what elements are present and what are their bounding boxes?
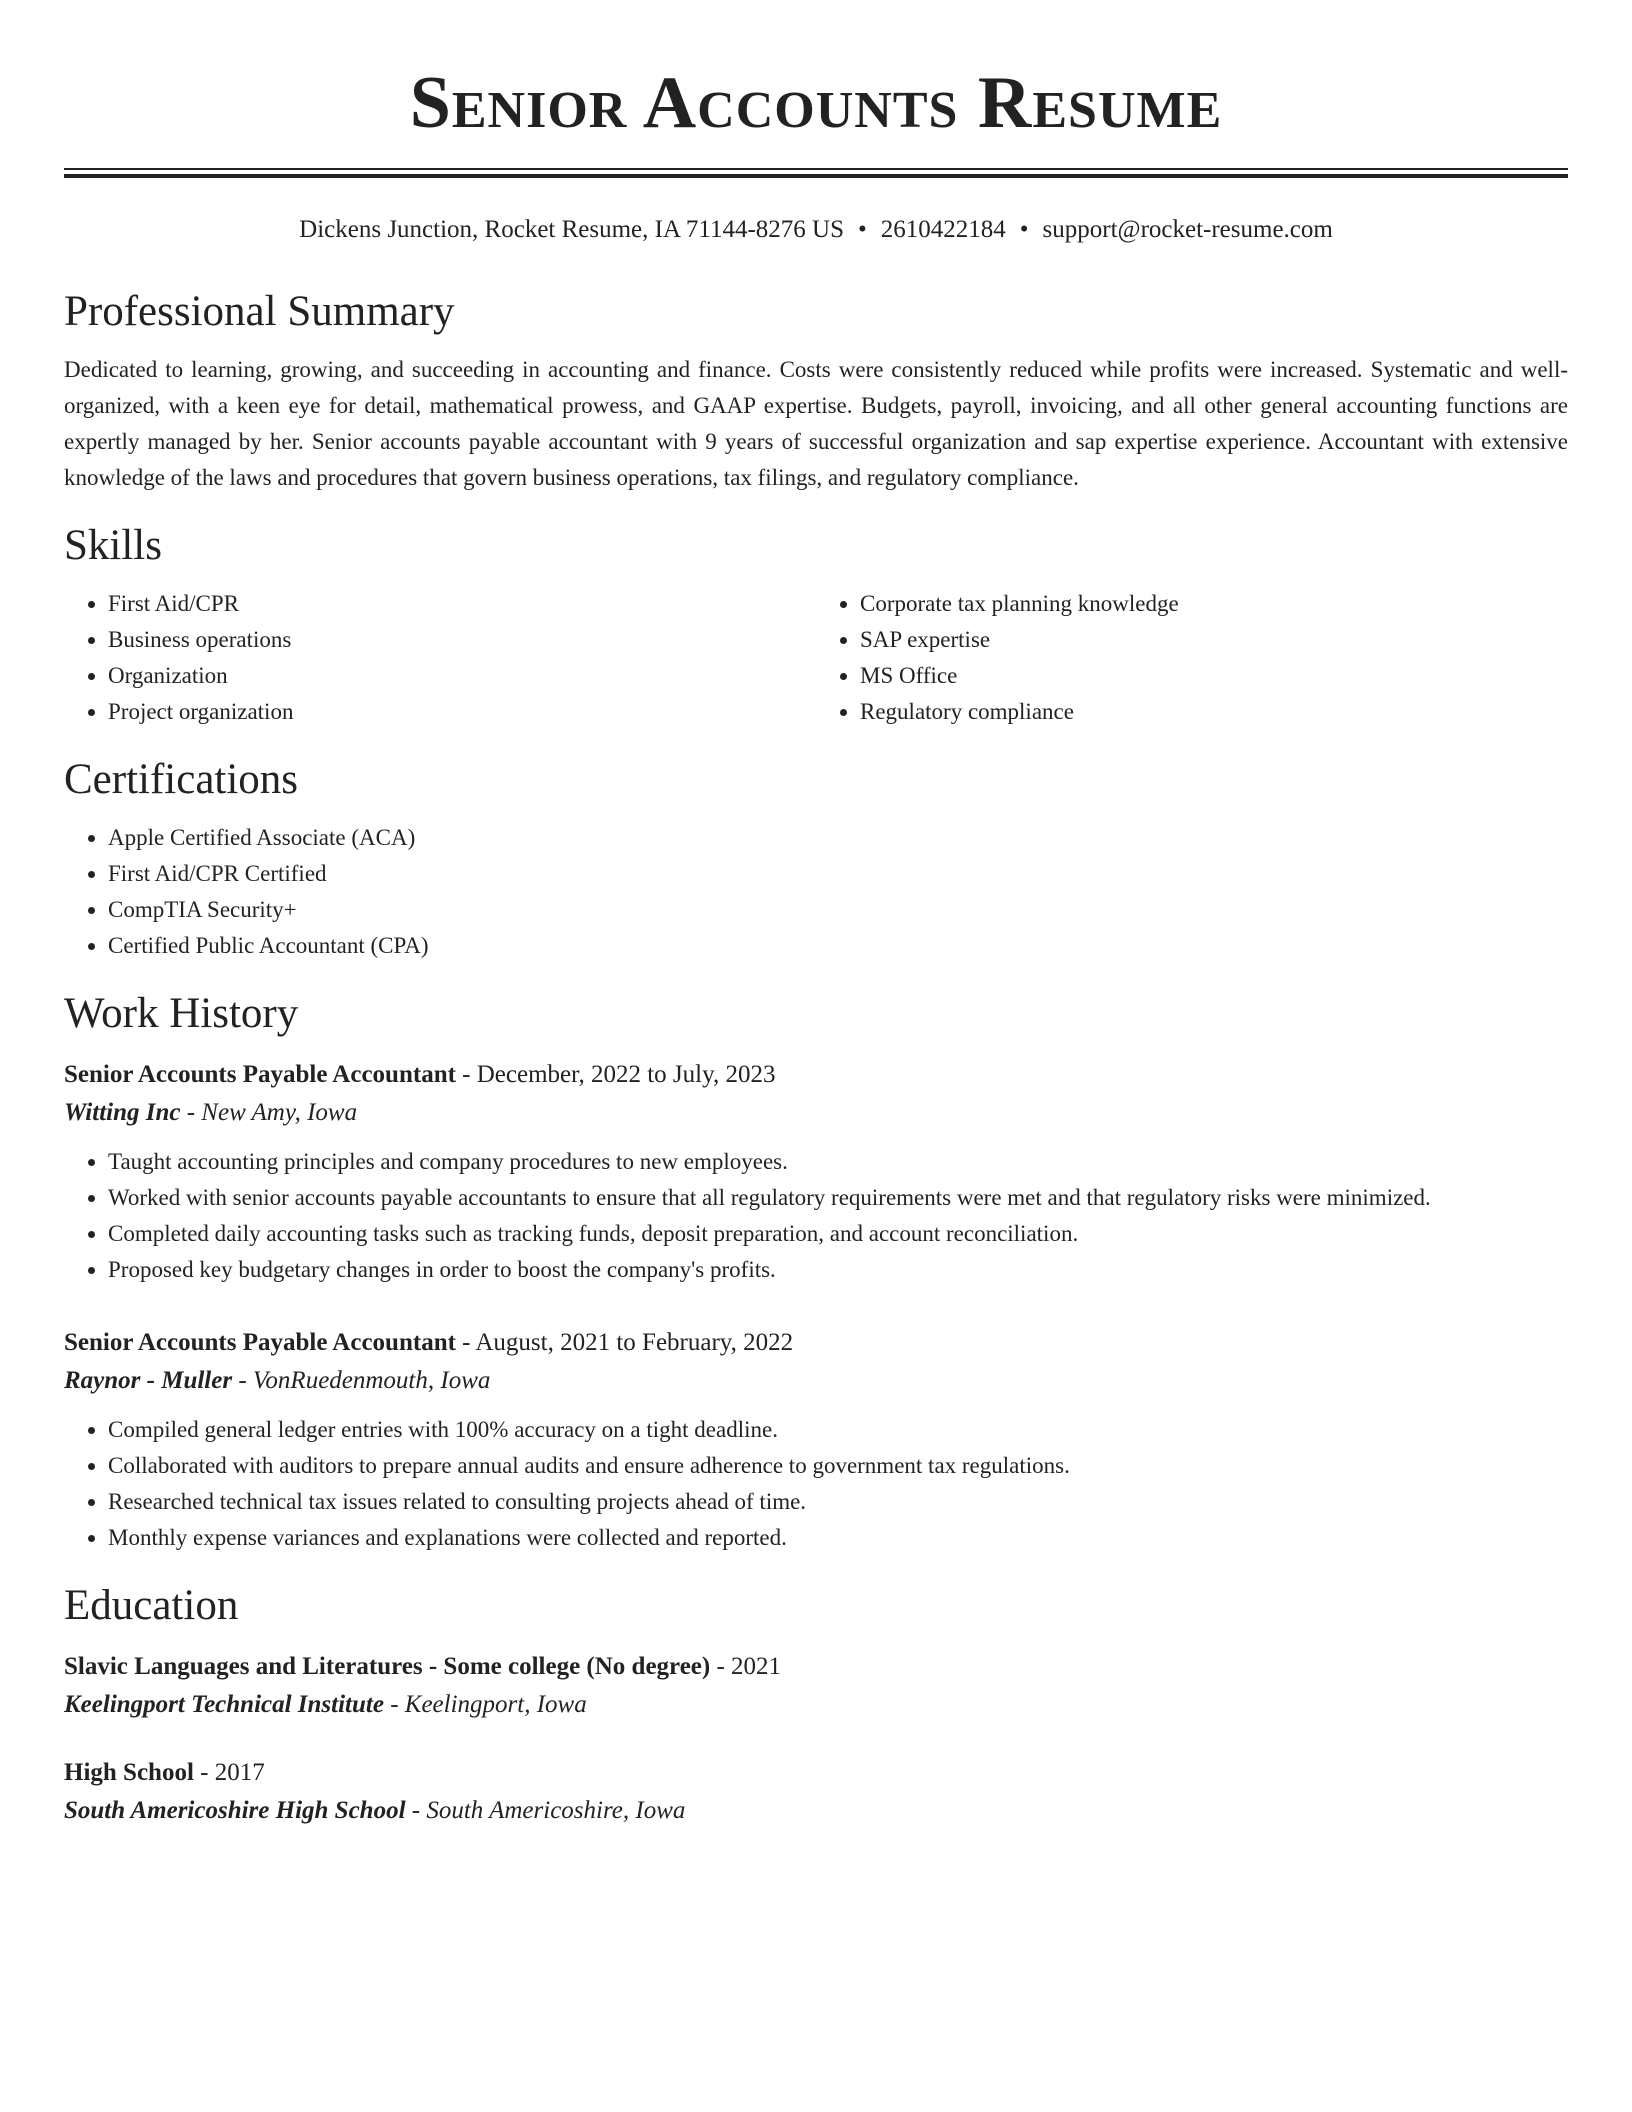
- certification-item: • Apple Certified Associate (ACA): [108, 820, 1568, 856]
- skills-right-list: [816, 586, 1568, 730]
- job-dates: - December, 2022 to July, 2023: [455, 1061, 776, 1088]
- job-bullet: • Monthly expense variances and explanations were collected and reported.: [108, 1520, 1568, 1556]
- skill-item: • SAP expertise: [860, 622, 1568, 658]
- job-bullet: • Compiled general ledger entries with 100% accuracy on a tight deadline.: [108, 1412, 1568, 1448]
- education-location: - South Americoshire, Iowa: [405, 1797, 686, 1824]
- skills-heading: Skills: [64, 522, 162, 569]
- skill-item: • First Aid/CPR: [108, 586, 816, 622]
- education-section: [64, 1580, 1568, 1830]
- contact-line: [64, 214, 1568, 246]
- contact-separator: •: [858, 216, 867, 243]
- education-school: South Americoshire High School: [64, 1797, 406, 1824]
- education-location: - Keelingport, Iowa: [383, 1691, 587, 1718]
- divider-thick-line: [64, 174, 1568, 178]
- contact-separator: •: [1019, 216, 1029, 243]
- skills-left-list: [64, 586, 816, 730]
- divider-thin-line: [64, 168, 1568, 170]
- contact-phone: 2610422184: [880, 216, 1006, 243]
- job-bullets: [64, 1412, 1568, 1556]
- job-bullet: • Proposed key budgetary changes in order to boost the company's profits.: [108, 1252, 1568, 1288]
- job-dates: - August, 2021 to February, 2022: [455, 1329, 794, 1356]
- job-bullet: • Taught accounting principles and company procedures to new employees.: [108, 1144, 1568, 1180]
- education-school-line: [64, 1792, 1568, 1830]
- education-degree-line: [64, 1648, 1568, 1686]
- skill-item: • Project organization: [108, 694, 816, 730]
- certifications-section: [64, 754, 1568, 964]
- work-history-heading: Work History: [64, 990, 299, 1037]
- certification-item: • CompTIA Security+: [108, 892, 1568, 928]
- certification-item: • First Aid/CPR Certified: [108, 856, 1568, 892]
- work-history-section: [64, 988, 1568, 1556]
- job-bullet: • Completed daily accounting tasks such as tracking funds, deposit preparation, and account reconciliation.: [108, 1216, 1568, 1252]
- certification-item: • Certified Public Accountant (CPA): [108, 928, 1568, 964]
- education-school-line: [64, 1686, 1568, 1724]
- skill-item: • Regulatory compliance: [860, 694, 1568, 730]
- education-degree: Slavic Languages and Literatures - Some college (No degree): [64, 1653, 711, 1680]
- education-entry: [64, 1754, 1568, 1830]
- skill-item: • Organization: [108, 658, 816, 694]
- job-title: Senior Accounts Payable Accountant: [64, 1061, 456, 1088]
- skill-item: • Corporate tax planning knowledge: [860, 586, 1568, 622]
- summary-section: [64, 286, 1568, 496]
- job-title: Senior Accounts Payable Accountant: [64, 1329, 456, 1356]
- summary-text: Dedicated to learning, growing, and succeeding in accounting and finance. Costs were consistently reduced while profits were increased. Systematic and well-organized, with a keen eye for detail, mathematical prowess, and GAAP expertise. Budgets, payroll, invoicing, and all other general accounting functions are expertly managed by her. Senior accounts payable accountant with 9 years of successful organization and sap expertise experience. Accountant with extensive knowledge of the laws and procedures that govern business operations, tax filings, and regulatory compliance.: [64, 357, 1568, 490]
- education-year: - 2017: [193, 1759, 265, 1786]
- contact-address: Dickens Junction, Rocket Resume, IA 71144-8276 US: [299, 216, 845, 243]
- skills-section: [64, 520, 1568, 730]
- job-entry: [64, 1324, 1568, 1556]
- job-entry: [64, 1056, 1568, 1288]
- job-employer: Witting Inc: [64, 1099, 181, 1126]
- job-role-line: [64, 1056, 1568, 1094]
- job-location: - New Amy, Iowa: [180, 1099, 358, 1126]
- resume-title: Senior Accounts Resume: [409, 62, 1223, 144]
- education-degree-line: [64, 1754, 1568, 1792]
- job-employer: Raynor - Muller: [64, 1367, 233, 1394]
- job-bullets: [64, 1144, 1568, 1288]
- education-degree: High School: [64, 1759, 194, 1786]
- job-location: - VonRuedenmouth, Iowa: [232, 1367, 491, 1394]
- job-employer-line: [64, 1094, 1568, 1132]
- education-heading: Education: [64, 1582, 239, 1629]
- job-employer-line: [64, 1362, 1568, 1400]
- job-bullet: • Worked with senior accounts payable accountants to ensure that all regulatory requirements were met and that regulatory risks were minimized.: [108, 1180, 1568, 1216]
- skills-columns: [64, 586, 1568, 730]
- job-bullet: • Researched technical tax issues related to consulting projects ahead of time.: [108, 1484, 1568, 1520]
- certifications-list: [64, 820, 1568, 964]
- education-entry: [64, 1648, 1568, 1724]
- contact-email[interactable]: support@rocket-resume.com: [1042, 216, 1333, 243]
- education-year: - 2021: [710, 1653, 782, 1680]
- job-role-line: [64, 1324, 1568, 1362]
- summary-heading: Professional Summary: [64, 288, 455, 335]
- certifications-heading: Certifications: [64, 756, 299, 803]
- skill-item: • MS Office: [860, 658, 1568, 694]
- title-divider: [64, 168, 1568, 178]
- education-school: Keelingport Technical Institute: [64, 1691, 384, 1718]
- skill-item: • Business operations: [108, 622, 816, 658]
- job-bullet: • Collaborated with auditors to prepare annual audits and ensure adherence to government tax regulations.: [108, 1448, 1568, 1484]
